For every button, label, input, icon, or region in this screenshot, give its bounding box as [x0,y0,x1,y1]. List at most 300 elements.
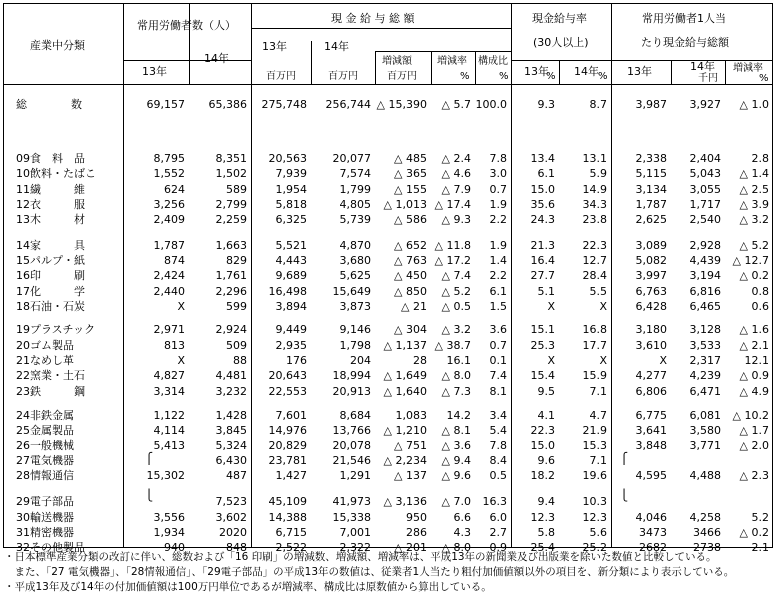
header-rate-14-unit: % [598,71,608,82]
cell-hr: △ 1.0 [739,98,769,111]
header-unit-14: 百万円 [328,71,358,82]
cell-c13: 22,553 [268,385,307,398]
cell-r: △ 2.4 [441,152,471,165]
cell-p14: 22.3 [582,239,607,252]
cell-c14: 4,870 [339,239,371,252]
cell-h13: 6,763 [635,285,667,298]
cell-c14: 2,322 [339,541,371,554]
cell-e14: 509 [226,339,247,352]
cell-e14: 2,799 [215,198,247,211]
footnotes [4,550,774,595]
cell-e13: 940 [164,541,185,554]
cell-r: △ 7.4 [441,269,471,282]
cell-e14: 5,324 [215,439,247,452]
row-label: 13木 材 [16,213,85,226]
cell-d: △ 365 [394,167,427,180]
cell-e14: 1,502 [215,167,247,180]
cell-p13: 16.4 [530,254,555,267]
header-emp-14: 14年 [204,52,229,65]
cell-e13: 1,552 [153,167,185,180]
cell-r: △ 8.0 [441,369,471,382]
cell-c14: 41,973 [332,495,371,508]
cell-p14: 8.7 [589,98,607,111]
cell-r: △ 5.7 [441,98,471,111]
cell-e13: 874 [164,254,185,267]
row-label: 19プラスチック [16,323,96,336]
header-bottom-line [4,84,773,85]
cell-p13: X [547,300,555,313]
cell-p14: 15.3 [582,439,607,452]
header-employees: 常用労働者数（人） [137,19,236,32]
cell-s: 7.4 [489,369,507,382]
cell-hr: △ 12.7 [732,254,769,267]
cell-p13: 22.3 [530,424,555,437]
cell-d: △ 763 [394,254,427,267]
cell-h14: 4,439 [689,254,721,267]
row-label: 28情報通信 [16,469,74,482]
cell-p14: 5.9 [589,167,607,180]
header-head-unit: 千円 [698,73,718,84]
cell-d: △ 652 [394,239,427,252]
col-divider [611,4,612,547]
cell-h13: 5,115 [635,167,667,180]
cell-hr: 2.8 [751,152,769,165]
cell-e13: 1,122 [153,409,185,422]
cell-s: 3.6 [489,323,507,336]
cell-r: △ 9.6 [441,469,471,482]
cell-e13: 3,256 [153,198,185,211]
cell-c14: 204 [350,354,371,367]
cell-c14: 256,744 [325,98,371,111]
cell-hr: 2.1 [751,541,769,554]
cell-c13: 20,563 [268,152,307,165]
cell-h14: 2,317 [689,354,721,367]
cell-c13: 1,427 [275,469,307,482]
col-divider [475,51,476,84]
cell-s: 0.7 [489,339,507,352]
cell-e14: 1,663 [215,239,247,252]
cell-c14: 20,913 [332,385,371,398]
cell-s: 6.1 [489,285,507,298]
row-label: 23鉄 鋼 [16,385,85,398]
cell-h14: 3,128 [689,323,721,336]
cell-p13: 25.3 [530,339,555,352]
header-head-13: 13年 [627,65,652,78]
cell-s: 5.4 [489,424,507,437]
header-diff-unit: 百万円 [387,71,417,82]
header-head-rate-unit: % [759,73,769,84]
cell-r: 4.3 [453,526,471,539]
cell-e14: 1,761 [215,269,247,282]
cell-hr: △ 1.7 [739,424,769,437]
cell-h13: 2682 [639,541,667,554]
cell-s: 8.4 [489,454,507,467]
cell-c13: 16,498 [268,285,307,298]
cell-c13: 1,954 [275,183,307,196]
cell-p14: 23.8 [582,213,607,226]
header-cash-total: 現 金 給 与 総 額 [331,12,415,25]
cell-c13: 275,748 [261,98,307,111]
brace-open-icon: ⎧ [145,452,154,465]
cell-p14: 34.3 [582,198,607,211]
cell-c14: 5,625 [339,269,371,282]
cell-h14: 2738 [693,541,721,554]
cell-e13: 624 [164,183,185,196]
cell-hr: △ 3.2 [739,213,769,226]
cell-e13: 15,302 [146,469,185,482]
cell-p13: 25.4 [530,541,555,554]
footnote-2: また、「27 電気機器」、「28情報通信」、「29電子部品」の平成13年の数値は、従業者1人当たり粗付加価値額以外の項目を、新分類により表示している。 [4,566,735,578]
cell-p13: 15.4 [530,369,555,382]
cell-c13: 4,443 [275,254,307,267]
col-divider [431,51,432,84]
header-diff: 増減額 [382,56,412,67]
cell-c14: 3,680 [339,254,371,267]
cell-h14: 1,717 [689,198,721,211]
cell-e13: 3,314 [153,385,185,398]
row-label: 09食 料 品 [16,152,85,165]
cell-p14: 21.9 [582,424,607,437]
cell-h13: 2,338 [635,152,667,165]
cell-c14: 4,805 [339,198,371,211]
cell-e14: 2,296 [215,285,247,298]
col-divider [559,60,560,84]
cell-r: 6.6 [453,511,471,524]
cell-p14: 7.1 [589,385,607,398]
row-divider [123,60,251,61]
cell-e13: 5,413 [153,439,185,452]
cell-c13: 7,601 [275,409,307,422]
cell-h14: 3,927 [689,98,721,111]
cell-h13: 6,806 [635,385,667,398]
cell-r: △ 11.8 [434,239,471,252]
cell-e14: 1,428 [215,409,247,422]
header-share-unit: % [499,71,509,82]
cell-e14: 599 [226,300,247,313]
cell-e14: 589 [226,183,247,196]
header-share: 構成比 [478,56,508,67]
cell-r: △ 9.4 [441,454,471,467]
cell-h13: 6,775 [635,409,667,422]
cell-hr: △ 2.1 [739,339,769,352]
header-per-head: 常用労働者1人当 [642,12,726,25]
cell-e14: 8,351 [215,152,247,165]
cell-hr: △ 2.0 [739,439,769,452]
cell-h13: 6,428 [635,300,667,313]
cell-e13: 2,440 [153,285,185,298]
cell-p13: 21.3 [530,239,555,252]
cell-e14: 3,232 [215,385,247,398]
cell-s: 1.4 [489,254,507,267]
row-label: 18石油・石炭 [16,300,85,313]
cell-r: 16.1 [446,354,471,367]
row-divider [511,60,773,61]
header-emp-13: 13年 [142,65,167,78]
cell-h14: 2,928 [689,239,721,252]
cell-h14: 3,194 [689,269,721,282]
footnote-3: ・平成13年及び14年の付加価値額は100万円単位であるが増減率、構成比は原数値から算出している。 [4,581,492,593]
cell-c13: 14,388 [268,511,307,524]
cell-hr: 0.8 [751,285,769,298]
cell-c13: 45,109 [268,495,307,508]
cell-h13: 2,625 [635,213,667,226]
cell-hr: △ 0.2 [739,526,769,539]
row-label: 12衣 服 [16,198,85,211]
cell-p13: 24.3 [530,213,555,226]
cell-h14: 2,404 [689,152,721,165]
cell-c13: 5,521 [275,239,307,252]
cell-p13: 27.7 [530,269,555,282]
cell-c14: 8,684 [339,409,371,422]
cell-h14: 5,043 [689,167,721,180]
cell-e14: 65,386 [208,98,247,111]
row-label: 21なめし革 [16,354,74,367]
cell-c13: 6,325 [275,213,307,226]
cell-c13: 176 [286,354,307,367]
cell-h13: 4,277 [635,369,667,382]
cell-e13: 1,787 [153,239,185,252]
cell-e14: 6,430 [215,454,247,467]
cell-p13: 13.4 [530,152,555,165]
cell-e13: X [177,300,185,313]
cell-c13: 2,522 [275,541,307,554]
cell-c14: 7,574 [339,167,371,180]
cell-e13: 69,157 [146,98,185,111]
cell-hr: △ 3.9 [739,198,769,211]
cell-c13: 20,829 [268,439,307,452]
row-label: 17化 学 [16,285,85,298]
cell-e13: 2,971 [153,323,185,336]
cell-c14: 7,001 [339,526,371,539]
cell-p14: 28.4 [582,269,607,282]
cell-e13: X [177,354,185,367]
cell-c13: 6,715 [275,526,307,539]
cell-p14: 14.9 [582,183,607,196]
cell-d: △ 137 [394,469,427,482]
cell-h14: 4,239 [689,369,721,382]
cell-hr: 0.6 [751,300,769,313]
header-rate-unit: % [460,71,470,82]
cell-s: 2.7 [489,526,507,539]
cell-r: △ 9.3 [441,213,471,226]
header-industry: 産業中分類 [30,39,85,52]
cell-p14: 17.7 [582,339,607,352]
cell-d: △ 21 [401,300,427,313]
cell-e14: 829 [226,254,247,267]
cell-h13: 4,595 [635,469,667,482]
cell-h13: 5,082 [635,254,667,267]
cell-s: 8.1 [489,385,507,398]
cell-p13: 15.0 [530,439,555,452]
cell-h14: 3,055 [689,183,721,196]
cell-c14: 1,799 [339,183,371,196]
col-divider [311,41,312,84]
header-rate-13-unit: % [546,71,556,82]
row-label: 24非鉄金属 [16,409,74,422]
cell-c13: 20,643 [268,369,307,382]
brace-open-icon: ⎧ [620,452,629,465]
cell-h13: 3,089 [635,239,667,252]
cell-s: 1.9 [489,198,507,211]
cell-r: △ 8.1 [441,424,471,437]
cell-p13: 12.3 [530,511,555,524]
cell-hr: △ 2.3 [739,469,769,482]
cell-h13: 4,046 [635,511,667,524]
cell-c14: 1,798 [339,339,371,352]
cell-p13: X [547,354,555,367]
row-label: 25金属製品 [16,424,74,437]
cell-hr: △ 4.9 [739,385,769,398]
brace-close-icon: ⎩ [620,489,629,502]
cell-s: 0.5 [489,469,507,482]
cell-p14: 12.3 [582,511,607,524]
cell-h14: 4,258 [689,511,721,524]
cell-p13: 9.5 [537,385,555,398]
cell-d: △ 1,210 [383,424,427,437]
cell-hr: △ 1.6 [739,323,769,336]
cell-e14: 2020 [219,526,247,539]
cell-d: △ 586 [394,213,427,226]
cell-p14: 25.2 [582,541,607,554]
cell-p14: 16.8 [582,323,607,336]
cell-s: 100.0 [475,98,507,111]
col-divider [189,4,190,84]
cell-d: 28 [413,354,427,367]
cell-h13: 3,610 [635,339,667,352]
col-divider [251,4,252,547]
cell-e13: 4,114 [153,424,185,437]
cell-c14: 21,546 [332,454,371,467]
cell-p13: 6.1 [537,167,555,180]
cell-d: △ 3,136 [383,495,427,508]
cell-d: △ 304 [394,323,427,336]
cell-p14: 4.7 [589,409,607,422]
statistics-table [3,3,773,554]
cell-s: 0.1 [489,354,507,367]
cell-h14: 3,533 [689,339,721,352]
cell-h14: 3466 [693,526,721,539]
row-label: 14家 具 [16,239,85,252]
col-divider [725,60,726,84]
cell-p14: X [599,354,607,367]
row-label: 22窯業・土石 [16,369,85,382]
cell-c14: 15,649 [332,285,371,298]
cell-h14: 6,816 [689,285,721,298]
cell-r: △ 17.2 [434,254,471,267]
cell-hr: 12.1 [744,354,769,367]
header-cash-14: 14年 [324,40,349,53]
cell-r: △ 5.2 [441,285,471,298]
cell-c14: 3,873 [339,300,371,313]
cell-e13: 2,409 [153,213,185,226]
cell-p13: 18.2 [530,469,555,482]
cell-p13: 5.8 [537,526,555,539]
cell-p13: 5.1 [537,285,555,298]
row-label: 32その他製品 [16,541,85,554]
cell-d: △ 2,234 [383,454,427,467]
cell-hr: △ 2.5 [739,183,769,196]
cell-h14: 2,540 [689,213,721,226]
header-rate-14: 14年 [574,65,599,78]
cell-e13: 1,934 [153,526,185,539]
header-rate-13: 13年 [524,65,549,78]
cell-e13: 8,795 [153,152,185,165]
cell-e14: 487 [226,469,247,482]
row-label: 29電子部品 [16,495,74,508]
col-divider [671,60,672,84]
cell-c14: 9,146 [339,323,371,336]
cell-h13: 3,180 [635,323,667,336]
cell-hr: △ 1.4 [739,167,769,180]
cell-c14: 18,994 [332,369,371,382]
cell-e13: 4,827 [153,369,185,382]
cell-p14: 7.1 [589,454,607,467]
cell-s: 2.2 [489,269,507,282]
row-label: 20ゴム製品 [16,339,74,352]
cell-d: 950 [406,511,427,524]
cell-h14: 4,488 [689,469,721,482]
cell-e13: 3,556 [153,511,185,524]
cell-h13: 1,787 [635,198,667,211]
row-label: 26一般機械 [16,439,74,452]
cell-e14: 3,845 [215,424,247,437]
cell-h14: 6,081 [689,409,721,422]
cell-d: △ 1,649 [383,369,427,382]
cell-c14: 1,291 [339,469,371,482]
cell-s: 6.0 [489,511,507,524]
cell-c13: 7,939 [275,167,307,180]
cell-e14: 7,523 [215,495,247,508]
cell-h13: 3,848 [635,439,667,452]
row-label: 11繊 維 [16,183,85,196]
cell-d: △ 1,640 [383,385,427,398]
cell-hr: △ 0.2 [739,269,769,282]
cell-p13: 35.6 [530,198,555,211]
row-label: 31精密機器 [16,526,74,539]
cell-p14: 19.6 [582,469,607,482]
cell-e13: 813 [164,339,185,352]
row-label: 16印 刷 [16,269,85,282]
cell-s: 2.2 [489,213,507,226]
cell-s: 1.5 [489,300,507,313]
cell-h13: 3,987 [635,98,667,111]
cell-p13: 15.0 [530,183,555,196]
cell-h13: 3,134 [635,183,667,196]
cell-s: 7.8 [489,152,507,165]
cell-hr: 5.2 [751,511,769,524]
col-divider [511,4,512,547]
cell-p13: 9.3 [537,98,555,111]
header-head-14: 14年 [690,60,715,73]
row-label: 15パルプ・紙 [16,254,85,267]
footnote-1: ・日本標準産業分類の改訂に伴い、総数および「16 印刷」の増減数、増減額、増減率は、平成13年の新聞業及び出版業を除いた数値と比較している。 [4,551,717,563]
header-unit-13: 百万円 [266,71,296,82]
row-label: 総 数 [16,98,82,111]
row-divider [375,51,511,52]
cell-p13: 9.4 [537,495,555,508]
cell-d: 1,083 [395,409,427,422]
cell-d: △ 1,137 [383,339,427,352]
cell-p14: 10.3 [582,495,607,508]
cell-d: △ 751 [394,439,427,452]
cell-hr: △ 10.2 [732,409,769,422]
cell-r: △ 3.6 [441,439,471,452]
cell-c14: 13,766 [332,424,371,437]
cell-r: △ 38.7 [434,339,471,352]
cell-e14: 88 [233,354,247,367]
cell-c14: 15,338 [332,511,371,524]
cell-c13: 14,976 [268,424,307,437]
